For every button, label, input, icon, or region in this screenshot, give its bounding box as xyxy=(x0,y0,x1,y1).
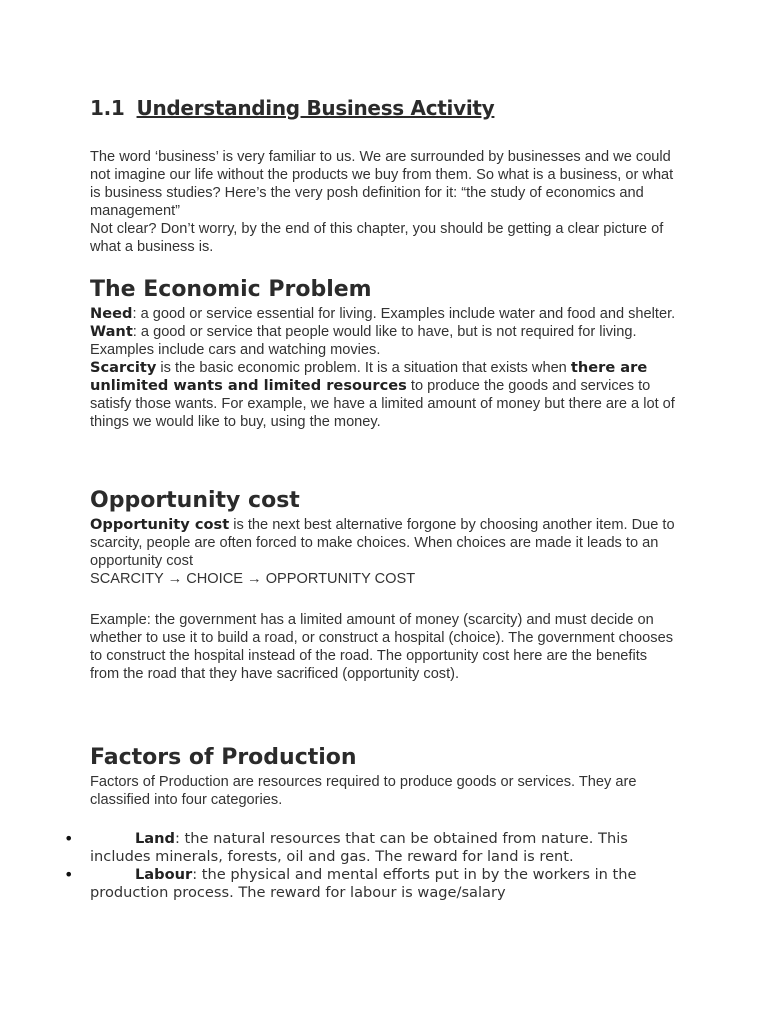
opportunity-cost-heading: Opportunity cost xyxy=(90,488,300,513)
scarcity-definition xyxy=(90,359,680,431)
intro-paragraph-2: Not clear? Don’t worry, by the end of this chapter, you should be getting a clear picture of what a business is. xyxy=(90,221,664,255)
chapter-heading: Understanding Business Activity xyxy=(136,96,495,120)
economic-problem-section xyxy=(90,305,680,431)
factors-heading: Factors of Production xyxy=(90,745,357,770)
scarcity-text-2: to produce the goods and services to satisfy those wants. For example, we have a limited amount of money but there are a lot of things we would like to buy, using the money. xyxy=(90,378,675,430)
need-definition xyxy=(90,305,680,323)
opportunity-cost-text: is the next best alternative forgone by choosing another item. Due to scarcity, people are often forced to make choices. When choices are made it leads to an opportunity cost xyxy=(90,517,675,569)
scarcity-emphasis: there are unlimited wants and limited resources xyxy=(90,359,648,394)
want-definition xyxy=(90,323,680,359)
want-term: Want xyxy=(90,323,133,340)
chapter-number: 1.1 xyxy=(90,96,125,120)
opportunity-cost-flow: SCARCITY → CHOICE → OPPORTUNITY COST xyxy=(90,571,416,587)
list-item xyxy=(64,829,690,866)
chapter-title xyxy=(90,96,494,120)
bullet-icon: • xyxy=(64,865,74,884)
need-text: : a good or service essential for living. Examples include water and food and shelter. xyxy=(132,306,676,322)
bullet-icon: • xyxy=(64,829,74,848)
intro-paragraph-1: The word ‘business’ is very familiar to us. We are surrounded by businesses and we could not imagine our life without the products we buy from them. So what is a business, or what is business studies? Here’s the very posh definition for it: “the study of economics and management” xyxy=(90,149,674,219)
want-text: : a good or service that people would like to have, but is not required for living. Examples include cars and watching movies. xyxy=(90,324,637,358)
opportunity-cost-example xyxy=(90,611,680,683)
example-paragraph: Example: the government has a limited amount of money (scarcity) and must decide on whether to use it to build a road, or construct a hospital (choice). The government chooses to construct the hospital instead of the road. The opportunity cost here are the benefits from the road that they have sacrificed (opportunity cost). xyxy=(90,612,673,682)
factors-list xyxy=(64,829,690,902)
factors-intro: Factors of Production are resources required to produce goods or services. They are classified into four categories. xyxy=(90,774,637,808)
opportunity-cost-definition xyxy=(90,516,680,570)
economic-problem-heading: The Economic Problem xyxy=(90,277,372,302)
factor-text: : the natural resources that can be obtained from nature. This includes minerals, forests, oil and gas. The reward for land is rent. xyxy=(90,830,628,865)
intro-section xyxy=(90,148,680,256)
factor-term: Labour xyxy=(135,866,193,883)
scarcity-term: Scarcity xyxy=(90,359,157,376)
factor-text: : the physical and mental efforts put in by the workers in the production process. The reward for labour is wage/salary xyxy=(90,866,637,901)
factors-section xyxy=(90,773,680,809)
factor-term: Land xyxy=(135,830,175,847)
opportunity-cost-section xyxy=(90,516,680,588)
scarcity-text-1: is the basic economic problem. It is a situation that exists when xyxy=(156,360,571,376)
list-item xyxy=(64,865,690,902)
need-term: Need xyxy=(90,305,133,322)
opportunity-cost-term: Opportunity cost xyxy=(90,516,230,533)
